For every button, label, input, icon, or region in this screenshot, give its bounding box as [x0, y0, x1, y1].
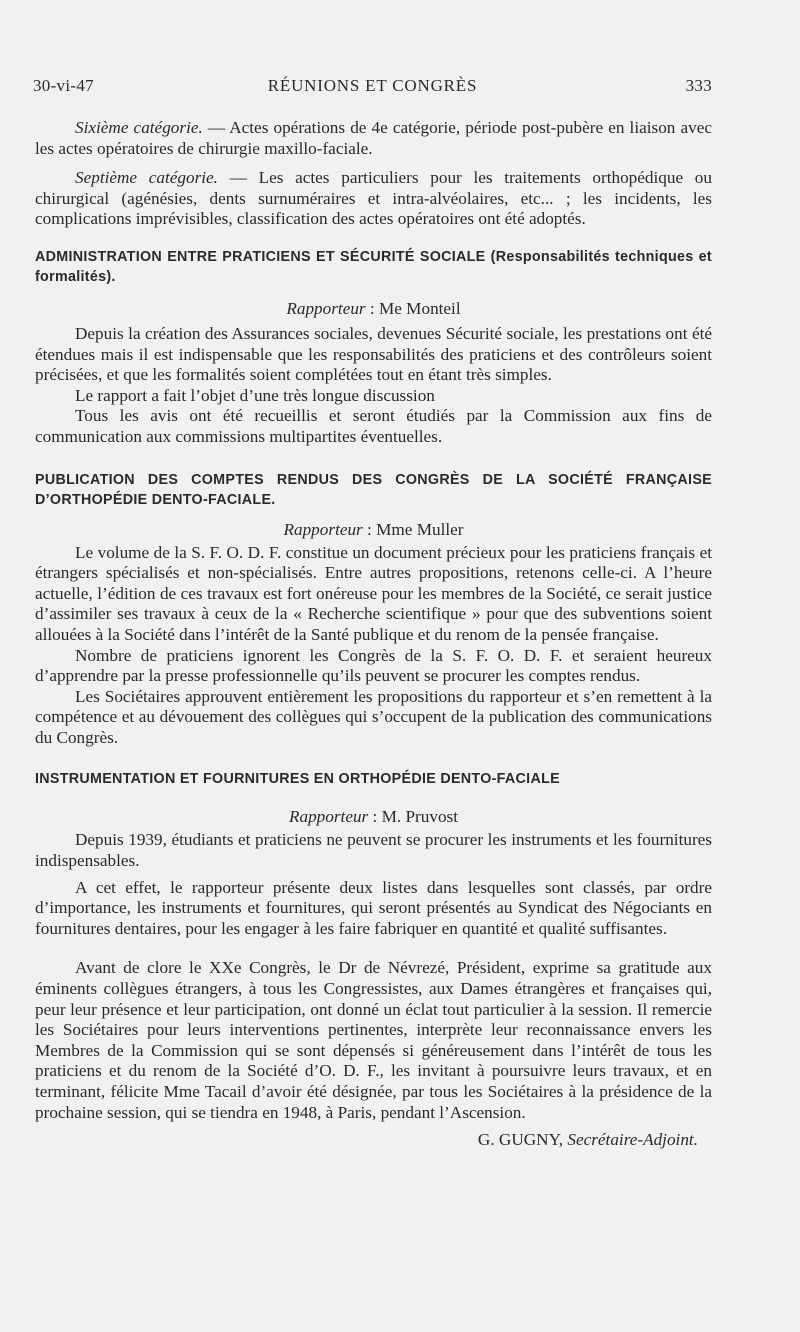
section-heading-instrumentation: INSTRUMENTATION ET FOURNITURES EN ORTHOPÉDIE DENTO-FACIALE: [35, 771, 560, 788]
paragraph: A cet effet, le rapporteur présente deux listes dans lesquelles sont classés, par ordre d’importance, les instruments et fournitures, qui seront présentés au Syndicat des Négociants en fournitures dentaires, pour les engager à les faire fabriquer en quantité et qualité suffisantes.: [35, 877, 712, 938]
rapporteur-line-1: [35, 298, 712, 320]
rapporteur-label: Rapporteur: [286, 298, 366, 318]
rapporteur-label: Rapporteur: [288, 807, 369, 827]
running-header: [33, 76, 712, 98]
rapporteur-name: : Me Monteil: [365, 298, 461, 318]
paragraph: Tous les avis ont été recueillis et seront étudiés par la Commission aux fins de communication aux commissions multipartites éventuelles.: [35, 406, 712, 446]
page-number: 333: [685, 76, 712, 95]
closing-paragraph: Avant de clore le XXe Congrès, le Dr de Névrezé, Président, exprime sa gratitude aux éminents collègues étrangers, à tous les Congressistes, aux Dames étrangères et françaises qui, peur leur présence et leur participation, ont donné un éclat tout particulier à la session. Il remercie les Sociétaires pour leurs interventions pertinentes, interprète leur reconnaissance envers les Membres de la Commission qui se sont dépensés si généreusement dans l’intérêt de tous les praticiens et du renom de la Société d’O. D. F., les invitant à poursuivre leurs travaux, et en terminant, félicite Mme Tacail d’avoir été désignée, par tous les Sociétaires à la présidence de la prochaine session, qui se tiendra en 1948, à Paris, pendant l’Ascension.: [35, 958, 712, 1122]
paragraph: Le rapport a fait l’objet d’une très longue discussion: [75, 385, 435, 405]
signature-role: Secrétaire-Adjoint.: [567, 1130, 698, 1150]
section-heading-publication: PUBLICATION DES COMPTES RENDUS DES CONGRÈS DE LA SOCIÉTÉ FRANÇAISE D’ORTHOPÉDIE DENTO-FACIALE.: [35, 471, 712, 508]
signature: [35, 1130, 698, 1150]
paragraph: Nombre de praticiens ignorent les Congrès de la S. F. O. D. F. et seraient heureux d’apprendre par la presse professionnelle qu’ils peuvent se procurer les comptes rendus.: [35, 645, 712, 686]
header-date: 30-vi-47: [33, 76, 94, 95]
rapporteur-name: : M. Pruvost: [368, 807, 459, 827]
rapporteur-name: : Mme Muller: [362, 519, 464, 539]
signature-name: G. GUGNY,: [477, 1130, 568, 1150]
category-7-label: Septième catégorie.: [75, 168, 218, 188]
paragraph: Depuis la création des Assurances sociales, devenues Sécurité sociale, les prestations ont été étendues mais il est indispensable que les responsabilités des praticiens et des contrôleurs soient précisées, et que les formalités soient complétées tout en étant très simples.: [35, 323, 712, 385]
category-7-text: — Les actes particuliers pour les traitements orthopédique ou chirurgical (agénésies, dents surnuméraires et intra-alvéolaires, etc... ; les incidents, les complications imprévisibles, classification des actes opératoires ont été adoptés.: [35, 168, 712, 229]
rapporteur-line-3: [35, 806, 712, 828]
rapporteur-label: Rapporteur: [283, 519, 363, 539]
category-7-paragraph: [35, 168, 712, 230]
rapporteur-line-2: [35, 519, 712, 541]
paragraph: Le volume de la S. F. O. D. F. constitue un document précieux pour les praticiens français et étrangers spécialisés et non-spécialisés. Entre autres propositions, retenons celle-ci. A l’heure actuelle, l’édition de ces travaux est fort onéreuse pour les membres de la Société, ce serait justice d’assimiler ses travaux à ceux de la « Recherche scientifique » pour que des subventions soient allouées à la Société dans l’intérêt de la Santé publique et du renom de la pensée française.: [35, 542, 712, 644]
category-6-text: — Actes opérations de 4e catégorie, période post-pubère en liaison avec les actes opératoires de chirurgie maxillo-faciale.: [35, 118, 712, 158]
paragraph: Depuis 1939, étudiants et praticiens ne peuvent se procurer les instruments et les fournitures indispensables.: [35, 830, 712, 871]
header-title: RÉUNIONS ET CONGRÈS: [267, 76, 478, 95]
category-6-paragraph: [35, 118, 712, 159]
page-body: [35, 118, 712, 1150]
section-heading-administration: ADMINISTRATION ENTRE PRATICIENS ET SÉCURITÉ SOCIALE (Responsabilités techniques et formalités).: [35, 248, 712, 285]
paragraph: Les Sociétaires approuvent entièrement les propositions du rapporteur et s’en remettent à la compétence et au dévouement des collègues qui s’occupent de la publication des communications du Congrès.: [35, 686, 712, 747]
category-6-label: Sixième catégorie.: [75, 118, 203, 137]
